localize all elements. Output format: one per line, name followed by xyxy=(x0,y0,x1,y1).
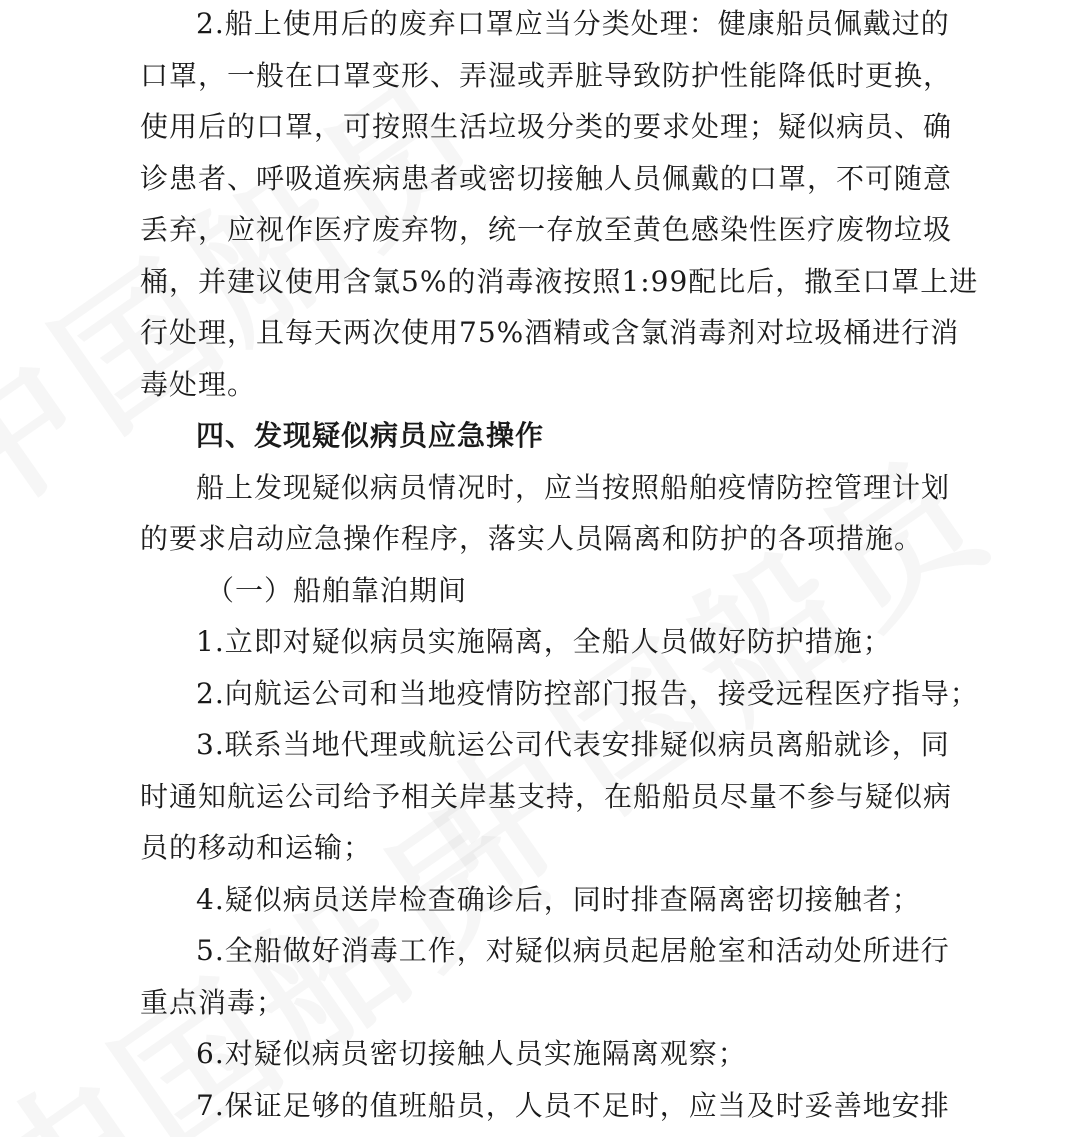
list-item-continuation: 员的移动和运输； xyxy=(140,831,373,864)
paragraph-line: 2.船上使用后的废弃口罩应当分类处理：健康船员佩戴过的 xyxy=(196,7,950,40)
list-item: 6.对疑似病员密切接触人员实施隔离观察； xyxy=(196,1037,747,1070)
paragraph-line: 丢弃，应视作医疗废弃物，统一存放至黄色感染性医疗废物垃圾 xyxy=(140,213,953,246)
paragraph-line: 诊患者、呼吸道疾病患者或密切接触人员佩戴的口罩，不可随意 xyxy=(140,161,953,195)
paragraph-line: 使用后的口罩，可按照生活垃圾分类的要求处理；疑似病员、确 xyxy=(140,110,953,143)
subsection-heading: （一）船舶靠泊期间 xyxy=(206,573,468,607)
list-item-continuation: 时通知航运公司给予相关岸基支持，在船船员尽量不参与疑似病 xyxy=(140,779,953,813)
paragraph-line: 行处理，且每天两次使用75%酒精或含氯消毒剂对垃圾桶进行消 xyxy=(140,316,960,349)
paragraph-line: 船上发现疑似病员情况时，应当按照船舶疫情防控管理计划 xyxy=(196,470,951,504)
paragraph-line: 的要求启动应急操作程序，落实人员隔离和防护的各项措施。 xyxy=(140,522,924,555)
list-item-continuation: 重点消毒； xyxy=(140,985,286,1019)
paragraph-line: 口罩，一般在口罩变形、弄湿或弄脏导致防护性能降低时更换， xyxy=(140,58,953,92)
paragraph-line: 桶，并建议使用含氯5%的消毒液按照1:99配比后，撒至口罩上进 xyxy=(140,264,979,298)
paragraph-line: 毒处理。 xyxy=(140,367,257,401)
list-item: 4.疑似病员送岸检查确诊后，同时排查隔离密切接触者； xyxy=(196,882,921,916)
section-heading: 四、发现疑似病员应急操作 xyxy=(196,419,545,452)
list-item: 2.向航运公司和当地疫情防控部门报告，接受远程医疗指导； xyxy=(196,676,979,710)
list-item: 5.全船做好消毒工作，对疑似病员起居舱室和活动处所进行 xyxy=(196,934,950,967)
list-item: 1.立即对疑似病员实施隔离，全船人员做好防护措施； xyxy=(196,625,892,658)
list-item: 7.保证足够的值班船员，人员不足时，应当及时妥善地安排 xyxy=(196,1088,950,1122)
list-item: 3.联系当地代理或航运公司代表安排疑似病员离船就诊，同 xyxy=(196,728,950,761)
